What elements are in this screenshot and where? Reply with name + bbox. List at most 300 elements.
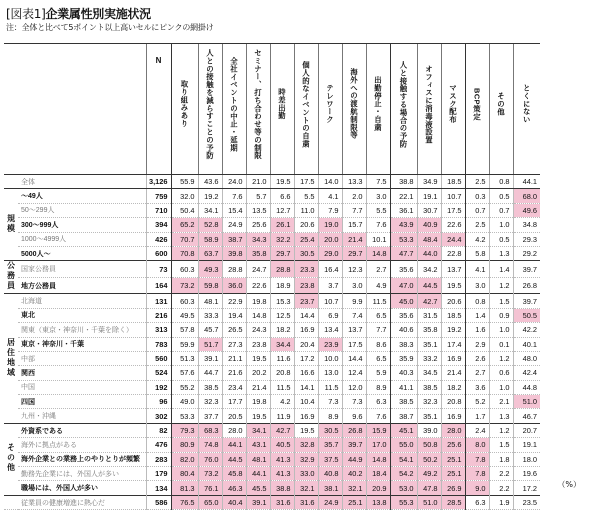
column-header-text: 人と接触する場合の予防 (399, 60, 408, 148)
table-cell: 46.7 (513, 409, 540, 423)
table-cell: 54.2 (390, 467, 417, 481)
table-cell: 38.7 (390, 409, 417, 423)
table-cell: 8.9 (366, 380, 390, 394)
column-header: N (146, 44, 171, 175)
table-cell: 394 (146, 218, 171, 232)
table-cell: 39.1 (198, 351, 222, 365)
table-cell: 18.0 (513, 452, 540, 466)
column-header (222, 44, 246, 175)
row-label: 従業員の健康増進に熱心だ (18, 495, 146, 509)
group-label (4, 261, 18, 294)
table-cell: 50.2 (417, 452, 441, 466)
table-cell: 21.1 (222, 351, 246, 365)
table-cell: 76.0 (198, 452, 222, 466)
table-cell: 3.7 (318, 277, 342, 294)
table-cell: 759 (146, 189, 171, 203)
table-cell: 16.9 (294, 409, 318, 423)
table-cell: 32.3 (198, 395, 222, 409)
table-row (4, 380, 540, 394)
table-cell: 24.0 (222, 175, 246, 189)
table-row (4, 277, 540, 294)
column-header-text: セミナー、打ち合わせ等の制限 (253, 48, 263, 160)
table-cell: 7.7 (342, 203, 366, 217)
column-header-text: 全社イベントの中止・延期 (229, 56, 239, 152)
column-header (342, 44, 366, 175)
table-cell: 35.7 (318, 438, 342, 452)
table-cell: 45.0 (390, 294, 417, 308)
table-cell: 76.1 (198, 481, 222, 495)
table-row (4, 232, 540, 246)
table-cell: 59.8 (198, 277, 222, 294)
table-cell: 20.6 (294, 218, 318, 232)
table-cell: 47.7 (390, 246, 417, 260)
table-cell: 7.3 (342, 395, 366, 409)
table-cell: 52.8 (198, 218, 222, 232)
table-row (4, 395, 540, 409)
table-cell: 2.2 (489, 467, 513, 481)
table-cell: 13.8 (366, 495, 390, 509)
table-cell: 16.9 (294, 323, 318, 337)
table-cell: 13.3 (342, 175, 366, 189)
column-header-text: 時差出勤 (277, 88, 287, 120)
table-cell: 51.7 (198, 337, 222, 351)
table-cell: 40.5 (270, 438, 294, 452)
table-cell: 55.2 (171, 380, 198, 394)
table-cell: 39.7 (342, 438, 366, 452)
table-cell: 7.5 (366, 175, 390, 189)
table-cell: 22.8 (441, 246, 465, 260)
column-header (318, 44, 342, 175)
column-header-text: 個人的なイベントの自粛 (301, 60, 311, 148)
table-cell: 2.7 (465, 366, 489, 380)
table-cell: 14.8 (366, 246, 390, 260)
column-header-text: オフィスに消毒液設置 (424, 64, 434, 144)
row-label: 全体 (18, 175, 146, 189)
table-cell: 96 (146, 395, 171, 409)
table-cell: 12.7 (270, 203, 294, 217)
table-cell: 58.9 (198, 232, 222, 246)
data-table (4, 43, 540, 510)
row-label: 四国 (18, 395, 146, 409)
table-cell: 1.7 (465, 409, 489, 423)
table-cell: 23.5 (513, 495, 540, 509)
row-label: 海外に拠点がある (18, 438, 146, 452)
table-cell: 1.9 (489, 495, 513, 509)
row-label: 5000人〜 (18, 246, 146, 260)
row-label: 50〜299人 (18, 203, 146, 217)
table-cell: 53.3 (171, 409, 198, 423)
table-cell: 1.3 (489, 409, 513, 423)
table-cell: 179 (146, 467, 171, 481)
table-cell: 18.4 (366, 467, 390, 481)
column-header-text: とくにない (522, 84, 532, 124)
column-header-text: 人との接触を減らすことの予防 (205, 48, 215, 160)
table-cell: 1.4 (489, 261, 513, 278)
table-cell: 14.1 (294, 380, 318, 394)
table-cell: 1.8 (489, 452, 513, 466)
table-cell: 54.1 (390, 452, 417, 466)
table-cell: 10.4 (294, 395, 318, 409)
table-cell: 21.4 (441, 366, 465, 380)
table-cell: 49.0 (171, 395, 198, 409)
table-cell: 7.6 (366, 409, 390, 423)
group-label (4, 175, 18, 189)
table-cell: 19.2 (198, 189, 222, 203)
table-cell: 19.5 (246, 351, 270, 365)
unit-label: （%） (557, 480, 581, 489)
table-cell: 6.3 (366, 395, 390, 409)
group-label-text: 居住地域 (6, 337, 16, 378)
table-row (4, 452, 540, 466)
table-cell: 21.4 (342, 232, 366, 246)
table-cell: 44.5 (222, 452, 246, 466)
column-header (465, 44, 489, 175)
column-header (270, 44, 294, 175)
table-cell: 33.3 (198, 308, 222, 322)
table-cell: 783 (146, 337, 171, 351)
column-header (417, 44, 441, 175)
table-cell: 2.4 (465, 423, 489, 437)
table-cell: 31.6 (294, 495, 318, 509)
table-cell: 46.3 (222, 481, 246, 495)
table-cell: 1.5 (489, 294, 513, 308)
table-cell: 5.8 (465, 246, 489, 260)
table-cell: 19.0 (318, 218, 342, 232)
table-cell: 4.9 (366, 277, 390, 294)
table-cell: 51.3 (171, 351, 198, 365)
table-cell: 9.0 (465, 481, 489, 495)
table-cell: 600 (146, 246, 171, 260)
table-cell: 2.5 (465, 218, 489, 232)
table-cell: 17.5 (342, 337, 366, 351)
table-cell: 10.1 (366, 232, 390, 246)
table-cell: 1.4 (465, 308, 489, 322)
table-row (4, 337, 540, 351)
table-cell: 29.3 (513, 232, 540, 246)
table-cell: 2.7 (366, 261, 390, 278)
table-cell: 49.6 (513, 203, 540, 217)
table-cell: 28.8 (222, 261, 246, 278)
table-cell: 34.1 (198, 203, 222, 217)
table-cell: 20.0 (318, 232, 342, 246)
table-cell: 16.9 (441, 409, 465, 423)
table-cell: 81.3 (171, 481, 198, 495)
table-cell: 12.4 (342, 366, 366, 380)
table-cell: 25.6 (441, 438, 465, 452)
table-cell: 26.9 (441, 481, 465, 495)
table-cell: 32.1 (342, 481, 366, 495)
table-cell: 17.2 (513, 481, 540, 495)
table-cell: 20.4 (294, 337, 318, 351)
table-cell: 44.8 (513, 380, 540, 394)
table-cell: 17.0 (366, 438, 390, 452)
table-cell: 32.9 (294, 452, 318, 466)
table-cell: 19.5 (246, 409, 270, 423)
table-cell: 29.2 (513, 246, 540, 260)
table-cell: 44.1 (222, 438, 246, 452)
table-cell: 20.8 (441, 395, 465, 409)
table-cell: 40.9 (417, 218, 441, 232)
table-cell: 48.1 (198, 294, 222, 308)
table-cell: 40.6 (390, 323, 417, 337)
column-header (513, 44, 540, 175)
group-label (4, 423, 18, 495)
table-cell: 1.2 (489, 423, 513, 437)
table-cell: 7.8 (465, 452, 489, 466)
table-cell: 38.8 (270, 481, 294, 495)
table-cell: 2.5 (465, 175, 489, 189)
row-label: 中国 (18, 380, 146, 394)
table-cell: 3.0 (366, 189, 390, 203)
table-cell: 16.6 (294, 366, 318, 380)
table-cell: 19.4 (222, 308, 246, 322)
table-cell: 25.1 (441, 452, 465, 466)
table-cell: 49.2 (417, 467, 441, 481)
table-row (4, 175, 540, 189)
table-cell: 2.0 (342, 189, 366, 203)
table-cell: 22.9 (222, 294, 246, 308)
table-row (4, 189, 540, 203)
table-cell: 19.8 (246, 294, 270, 308)
table-cell: 131 (146, 294, 171, 308)
table-cell: 0.5 (489, 189, 513, 203)
table-cell: 28.8 (270, 261, 294, 278)
table-cell: 41.3 (270, 467, 294, 481)
table-cell: 8.0 (465, 438, 489, 452)
table-cell: 28.0 (441, 423, 465, 437)
group-label (4, 495, 18, 509)
chart-title (6, 5, 151, 22)
table-cell: 15.7 (342, 218, 366, 232)
column-header (246, 44, 270, 175)
table-cell: 2.9 (465, 337, 489, 351)
table-cell: 8.9 (318, 409, 342, 423)
row-label: 東北 (18, 308, 146, 322)
table-cell: 79.3 (171, 423, 198, 437)
table-cell: 60.3 (171, 294, 198, 308)
table-cell: 37.5 (318, 452, 342, 466)
table-cell: 38.7 (222, 232, 246, 246)
table-cell: 134 (146, 481, 171, 495)
table-cell: 32.3 (417, 395, 441, 409)
group-label-text: 規模 (6, 213, 16, 234)
table-row (4, 351, 540, 365)
table-cell: 20.2 (246, 366, 270, 380)
table-cell: 23.9 (318, 337, 342, 351)
table-cell: 710 (146, 203, 171, 217)
table-cell: 34.8 (513, 218, 540, 232)
row-label: 1000〜4999人 (18, 232, 146, 246)
row-label: 関西 (18, 366, 146, 380)
table-cell: 38.5 (417, 380, 441, 394)
table-cell: 44.1 (513, 175, 540, 189)
table-cell: 42.2 (513, 323, 540, 337)
column-header (294, 44, 318, 175)
table-cell: 22.6 (246, 277, 270, 294)
table-cell: 1.0 (489, 380, 513, 394)
table-cell: 82 (146, 423, 171, 437)
table-cell: 13.0 (318, 366, 342, 380)
table-cell: 11.9 (270, 409, 294, 423)
table-cell: 19.8 (246, 395, 270, 409)
table-cell: 20.5 (222, 409, 246, 423)
table-cell: 14.4 (342, 351, 366, 365)
table-cell: 19.5 (294, 423, 318, 437)
column-header-text: テレワーク (325, 84, 335, 124)
table-cell: 73.2 (198, 467, 222, 481)
table-cell: 1.6 (465, 323, 489, 337)
table-cell: 29.0 (318, 246, 342, 260)
table-cell: 28.5 (441, 495, 465, 509)
table-cell: 35.6 (390, 308, 417, 322)
table-cell: 31.6 (270, 495, 294, 509)
table-cell: 82.0 (171, 452, 198, 466)
table-cell: 50.4 (171, 203, 198, 217)
table-cell: 0.7 (465, 203, 489, 217)
table-cell: 3,126 (146, 175, 171, 189)
table-cell: 35.8 (246, 246, 270, 260)
table-cell: 5.9 (366, 366, 390, 380)
row-label: 〜49人 (18, 189, 146, 203)
table-cell: 68.0 (513, 189, 540, 203)
table-cell: 23.8 (246, 337, 270, 351)
table-cell: 9.6 (342, 409, 366, 423)
table-cell: 34.5 (417, 366, 441, 380)
table-cell: 43.1 (246, 438, 270, 452)
table-cell: 43.6 (198, 175, 222, 189)
table-cell: 63.7 (198, 246, 222, 260)
table-cell: 34.2 (417, 261, 441, 278)
table-row (4, 218, 540, 232)
column-header-text: マスク配布 (448, 84, 458, 124)
table-cell: 23.8 (294, 277, 318, 294)
table-cell: 5.2 (465, 395, 489, 409)
table-cell: 17.2 (294, 351, 318, 365)
table-cell: 21.4 (246, 380, 270, 394)
table-cell: 0.7 (489, 203, 513, 217)
table-cell: 15.4 (222, 203, 246, 217)
table-cell: 25.6 (246, 218, 270, 232)
table-cell: 42.7 (270, 423, 294, 437)
table-cell: 11.5 (270, 380, 294, 394)
table-row (4, 438, 540, 452)
column-header (489, 44, 513, 175)
table-row (4, 495, 540, 509)
table-cell: 60.3 (171, 261, 198, 278)
column-header (390, 44, 417, 175)
table-cell: 18.9 (270, 277, 294, 294)
table-cell: 80.4 (171, 467, 198, 481)
table-cell: 21.0 (246, 175, 270, 189)
table-cell: 18.2 (441, 380, 465, 394)
table-cell: 55.3 (390, 495, 417, 509)
table-cell: 2.6 (465, 351, 489, 365)
table-cell: 31.5 (417, 308, 441, 322)
table-cell: 39.0 (417, 423, 441, 437)
table-cell: 0.8 (489, 175, 513, 189)
row-label: 勤務先企業には、外国人が多い (18, 467, 146, 481)
table-cell: 42.4 (513, 366, 540, 380)
table-cell: 40.1 (513, 337, 540, 351)
table-cell: 21.6 (222, 366, 246, 380)
table-row (4, 423, 540, 437)
table-cell: 33.0 (294, 467, 318, 481)
table-cell: 14.8 (366, 452, 390, 466)
table-cell: 40.3 (390, 366, 417, 380)
column-header-text: 取り組みあり (180, 80, 189, 128)
table-cell: 0.6 (489, 366, 513, 380)
column-header (198, 44, 222, 175)
table-cell: 36.0 (222, 277, 246, 294)
table-cell: 7.6 (222, 189, 246, 203)
column-header-text: 海外への渡航制限等 (349, 68, 359, 140)
table-cell: 70.7 (171, 232, 198, 246)
column-header-text: BCP策定 (472, 87, 482, 121)
table-row (4, 481, 540, 495)
group-label (4, 189, 18, 261)
table-cell: 1.2 (489, 351, 513, 365)
table-cell: 11.5 (318, 380, 342, 394)
table-cell: 1.3 (489, 246, 513, 260)
table-cell: 7.3 (318, 395, 342, 409)
table-row (4, 294, 540, 308)
table-cell: 53.0 (390, 481, 417, 495)
table-cell: 0.5 (489, 232, 513, 246)
table-cell: 53.3 (390, 232, 417, 246)
row-label: 中部 (18, 351, 146, 365)
table-cell: 43.9 (390, 218, 417, 232)
table-cell: 23.4 (222, 380, 246, 394)
table-cell: 30.5 (318, 423, 342, 437)
table-row (4, 409, 540, 423)
table-cell: 302 (146, 409, 171, 423)
table-cell: 16.4 (318, 261, 342, 278)
table-cell: 33.2 (417, 351, 441, 365)
table-cell: 4.2 (270, 395, 294, 409)
table-cell: 39.1 (246, 495, 270, 509)
table-cell: 32.2 (270, 232, 294, 246)
table-cell: 18.5 (441, 175, 465, 189)
column-header (366, 44, 390, 175)
table-cell: 5.5 (366, 203, 390, 217)
group-label-text: その他 (6, 443, 16, 474)
table-cell: 192 (146, 380, 171, 394)
table-cell: 14.4 (294, 308, 318, 322)
table-cell: 18.2 (270, 323, 294, 337)
table-row (4, 246, 540, 260)
table-row (4, 261, 540, 278)
table-cell: 17.4 (441, 337, 465, 351)
table-cell: 3.0 (465, 277, 489, 294)
table-cell: 45.1 (390, 423, 417, 437)
table-cell: 70.8 (171, 246, 198, 260)
table-cell: 524 (146, 366, 171, 380)
table-cell: 6.5 (366, 308, 390, 322)
table-cell: 13.5 (246, 203, 270, 217)
table-cell: 11.0 (294, 203, 318, 217)
table-cell: 68.3 (198, 423, 222, 437)
table-cell: 47.0 (390, 277, 417, 294)
table-cell: 55.9 (171, 175, 198, 189)
table-cell: 20.7 (513, 423, 540, 437)
table-cell: 12.5 (270, 308, 294, 322)
table-cell: 23.7 (294, 294, 318, 308)
table-cell: 11.6 (270, 351, 294, 365)
row-label: 職場には、外国人が多い (18, 481, 146, 495)
table-cell: 57.8 (171, 323, 198, 337)
table-cell: 38.5 (390, 395, 417, 409)
table-cell: 18.5 (441, 308, 465, 322)
